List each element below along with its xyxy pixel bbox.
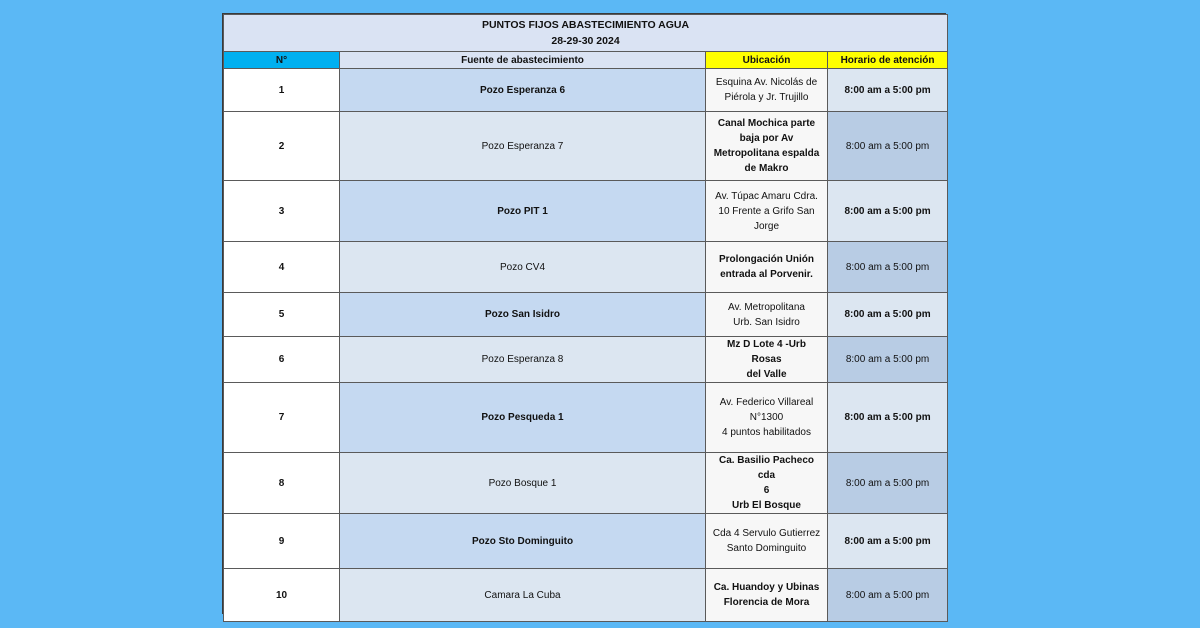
- row-fuente: Pozo San Isidro: [340, 293, 706, 337]
- table-title: PUNTOS FIJOS ABASTECIMIENTO AGUA: [481, 19, 690, 31]
- table-row: [224, 112, 948, 181]
- ubicacion-line: 4 puntos habilitados: [722, 427, 811, 438]
- ubicacion-line: Ca. Huandoy y Ubinas: [713, 582, 820, 593]
- ubicacion-line: Jorge: [753, 220, 779, 232]
- row-fuente: Pozo Esperanza 8: [340, 337, 706, 383]
- ubicacion-line: Av. Metropolitana: [728, 301, 805, 313]
- table-row: [224, 293, 948, 337]
- row-ubicacion: [706, 569, 828, 622]
- row-horario: 8:00 am a 5:00 pm: [828, 242, 948, 293]
- ubicacion-line: Urb El Bosque: [732, 500, 801, 511]
- row-number: 3: [224, 181, 340, 242]
- row-number: 10: [224, 569, 340, 622]
- row-number: 1: [224, 69, 340, 112]
- water-supply-table-sheet: [222, 13, 946, 614]
- ubicacion-line: N°1300: [749, 412, 784, 423]
- header-horario: Horario de atención: [828, 52, 948, 69]
- row-number: 9: [224, 514, 340, 569]
- ubicacion-line: Metropolitana espalda: [713, 148, 820, 159]
- ubicacion-line: Av. Túpac Amaru Cdra.: [715, 190, 818, 202]
- ubicacion-line: Canal Mochica parte: [717, 118, 816, 129]
- row-number: 5: [224, 293, 340, 337]
- row-fuente: Pozo Esperanza 6: [340, 69, 706, 112]
- ubicacion-line: de Makro: [744, 163, 789, 174]
- row-horario: 8:00 am a 5:00 pm: [828, 69, 948, 112]
- table-title-cell: [224, 15, 948, 52]
- row-horario: 8:00 am a 5:00 pm: [828, 383, 948, 453]
- row-ubicacion: [706, 514, 828, 569]
- row-horario: 8:00 am a 5:00 pm: [828, 181, 948, 242]
- row-fuente: Pozo Esperanza 7: [340, 112, 706, 181]
- ubicacion-line: del Valle: [746, 369, 787, 380]
- ubicacion-line: Esquina Av. Nicolás de: [715, 77, 818, 88]
- table-body: [224, 69, 948, 622]
- table-row: [224, 242, 948, 293]
- row-fuente: Camara La Cuba: [340, 569, 706, 622]
- header-number: N°: [224, 52, 340, 69]
- row-number: 6: [224, 337, 340, 383]
- table-row: [224, 383, 948, 453]
- header-fuente: Fuente de abastecimiento: [340, 52, 706, 69]
- ubicacion-line: Ca. Basilio Pacheco cda: [718, 455, 815, 481]
- row-horario: 8:00 am a 5:00 pm: [828, 293, 948, 337]
- row-horario: 8:00 am a 5:00 pm: [828, 112, 948, 181]
- row-fuente: Pozo Sto Dominguito: [340, 514, 706, 569]
- ubicacion-line: entrada al Porvenir.: [720, 269, 813, 280]
- title-row: [224, 15, 948, 52]
- row-fuente: Pozo Pesqueda 1: [340, 383, 706, 453]
- row-fuente: Pozo CV4: [340, 242, 706, 293]
- row-horario: 8:00 am a 5:00 pm: [828, 514, 948, 569]
- table-row: [224, 181, 948, 242]
- row-ubicacion: [706, 383, 828, 453]
- row-fuente: Pozo PIT 1: [340, 181, 706, 242]
- ubicacion-line: Av. Federico Villareal: [719, 397, 814, 408]
- header-ubicacion: Ubicación: [706, 52, 828, 69]
- row-ubicacion: [706, 337, 828, 383]
- ubicacion-line: Mz D Lote 4 -Urb Rosas: [727, 339, 806, 365]
- row-number: 8: [224, 453, 340, 514]
- row-number: 7: [224, 383, 340, 453]
- table-subtitle: 28-29-30 2024: [551, 35, 620, 47]
- ubicacion-line: Santo Dominguito: [726, 543, 807, 554]
- row-ubicacion: [706, 242, 828, 293]
- ubicacion-line: 10 Frente a Grifo San: [718, 205, 815, 217]
- table-row: [224, 69, 948, 112]
- ubicacion-line: Prolongación Unión: [719, 254, 814, 265]
- water-supply-table: [223, 14, 948, 622]
- table-row: [224, 337, 948, 383]
- ubicacion-line: 6: [763, 485, 770, 496]
- table-row: [224, 453, 948, 514]
- row-horario: 8:00 am a 5:00 pm: [828, 569, 948, 622]
- table-row: [224, 569, 948, 622]
- header-row: [224, 52, 948, 69]
- row-number: 2: [224, 112, 340, 181]
- row-ubicacion: [706, 69, 828, 112]
- ubicacion-line: Florencia de Mora: [723, 597, 810, 608]
- ubicacion-line: Urb. San Isidro: [733, 316, 800, 328]
- ubicacion-line: Piérola y Jr. Trujillo: [724, 92, 809, 103]
- row-ubicacion: [706, 293, 828, 337]
- row-ubicacion: [706, 181, 828, 242]
- row-ubicacion: [706, 112, 828, 181]
- row-number: 4: [224, 242, 340, 293]
- table-row: [224, 514, 948, 569]
- row-horario: 8:00 am a 5:00 pm: [828, 453, 948, 514]
- row-horario: 8:00 am a 5:00 pm: [828, 337, 948, 383]
- ubicacion-line: Cda 4 Servulo Gutierrez: [712, 528, 821, 539]
- ubicacion-line: baja por Av: [739, 133, 794, 144]
- row-fuente: Pozo Bosque 1: [340, 453, 706, 514]
- row-ubicacion: [706, 453, 828, 514]
